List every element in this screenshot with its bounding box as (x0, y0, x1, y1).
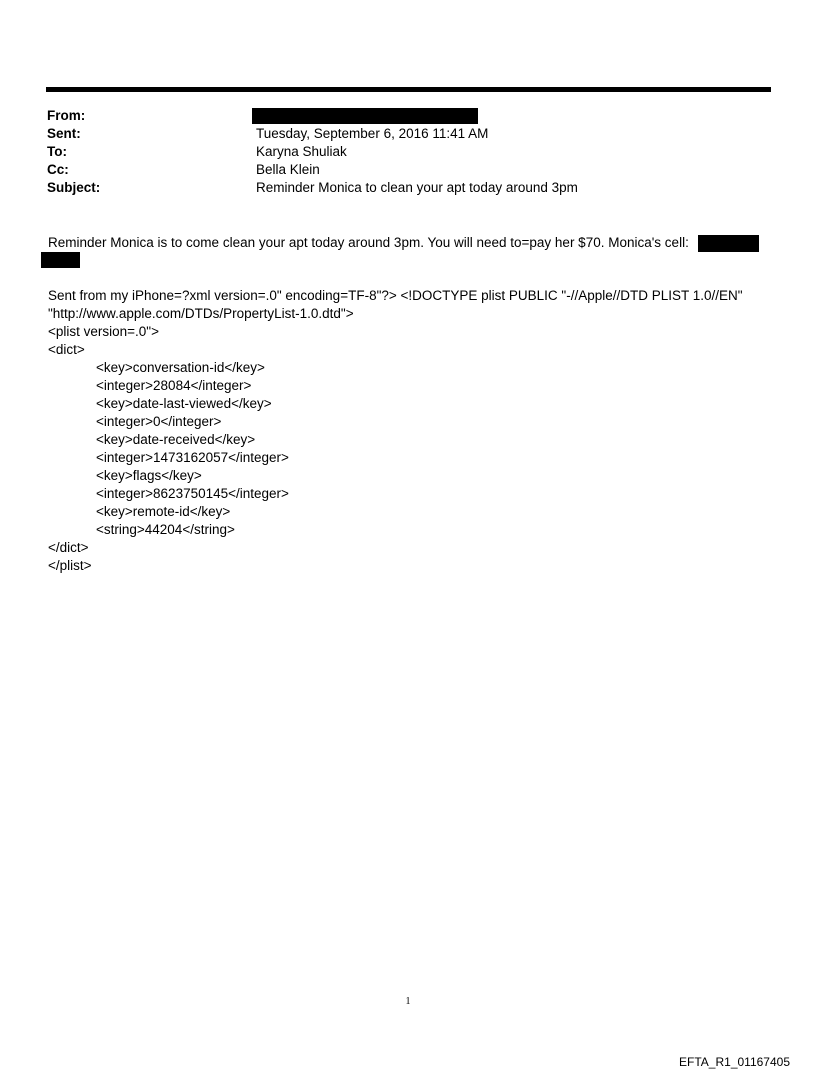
redaction-box (252, 108, 478, 124)
code-line: <integer>28084</integer> (96, 378, 252, 393)
code-line: <dict> (48, 342, 85, 357)
code-line: <integer>1473162057</integer> (96, 450, 289, 465)
to-label: To: (47, 144, 67, 159)
to-value: Karyna Shuliak (256, 144, 347, 159)
code-line: <key>remote-id</key> (96, 504, 231, 519)
top-rule (46, 87, 771, 92)
code-line: <key>conversation-id</key> (96, 360, 265, 375)
redaction-box (41, 252, 80, 268)
code-line: <integer>8623750145</integer> (96, 486, 289, 501)
cc-row (47, 161, 767, 179)
subject-row (47, 179, 767, 197)
sent-label: Sent: (47, 126, 81, 141)
code-line: <string>44204</string> (96, 522, 235, 537)
subject-value: Reminder Monica to clean your apt today around 3pm (256, 180, 578, 195)
plist-block (48, 287, 778, 575)
message-body: Reminder Monica is to come clean your apt today around 3pm. You will need to=pay her $70. Monica's cell: (48, 235, 689, 250)
code-line: Sent from my iPhone=?xml version=.0" encoding=TF-8"?> <!DOCTYPE plist PUBLIC "-//Apple//DTD PLIST 1.0//EN" (48, 288, 743, 303)
sent-value: Tuesday, September 6, 2016 11:41 AM (256, 126, 489, 141)
code-line: <plist version=.0"> (48, 324, 159, 339)
code-line: "http://www.apple.com/DTDs/PropertyList-1.0.dtd"> (48, 306, 354, 321)
code-line: </plist> (48, 558, 92, 573)
code-line: <key>date-last-viewed</key> (96, 396, 272, 411)
from-row (47, 107, 767, 125)
email-header (47, 107, 767, 197)
sent-row (47, 125, 767, 143)
bates-number: EFTA_R1_01167405 (679, 1055, 790, 1069)
cc-value: Bella Klein (256, 162, 320, 177)
to-row (47, 143, 767, 161)
code-line: <integer>0</integer> (96, 414, 222, 429)
from-label: From: (47, 108, 86, 123)
code-line: </dict> (48, 540, 89, 555)
cc-label: Cc: (47, 162, 69, 177)
page-number: 1 (405, 996, 411, 1007)
redaction-box (698, 235, 759, 252)
code-line: <key>flags</key> (96, 468, 202, 483)
subject-label: Subject: (47, 180, 101, 195)
code-line: <key>date-received</key> (96, 432, 256, 447)
